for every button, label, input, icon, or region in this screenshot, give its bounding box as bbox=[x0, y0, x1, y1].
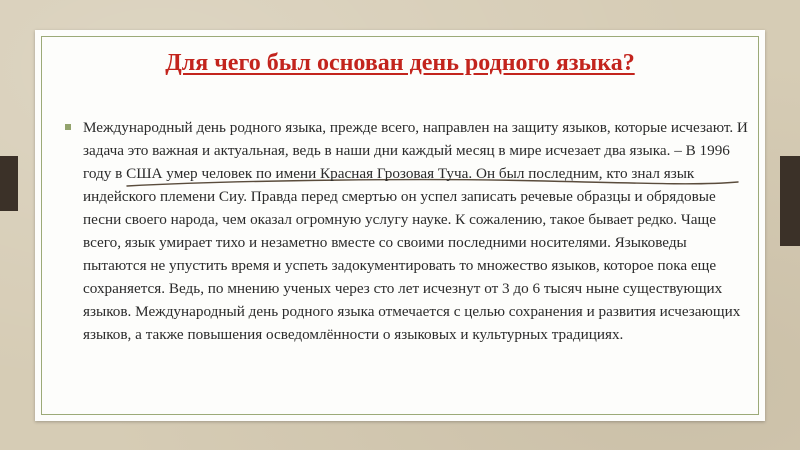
bullet-text: Международный день родного языка, прежде всего, направлен на защиту языков, которые исчезают. И задача это важная и актуальная, ведь в наши дни каждый месяц в мире исчезает два языка. – В 1996 году в США умер человек по имени Красная Грозовая Туча. Он был последним, кто знал язык индейского племени Сиу. Правда перед смертью он успел записать речевые образцы и обрядовые песни своего народа, чем оказал огромную услугу науке. К сожалению, такое бывает редко. Чаще всего, язык умирает тихо и незаметно вместе со своими последними носителями. Языковеды пытаются не упустить время и успеть задокументировать то множество языков, которое пока еще сохраняется. Ведь, по мнению ученых через сто лет исчезнут от 3 до 6 тысяч ныне существующих языков. Международный день родного языка отмечается с целью сохранения и развития исчезающих языков, а также повышения осведомлённости о языковых и культурных традициях. bbox=[83, 119, 748, 343]
slide-title: Для чего был основан день родного языка? bbox=[165, 50, 635, 76]
left-decorative-bar bbox=[0, 156, 18, 211]
right-decorative-bar bbox=[780, 156, 800, 246]
bullet-square-icon bbox=[65, 124, 71, 130]
bullet-item bbox=[65, 116, 751, 346]
slide-content bbox=[65, 116, 751, 346]
slide-panel bbox=[35, 30, 765, 421]
